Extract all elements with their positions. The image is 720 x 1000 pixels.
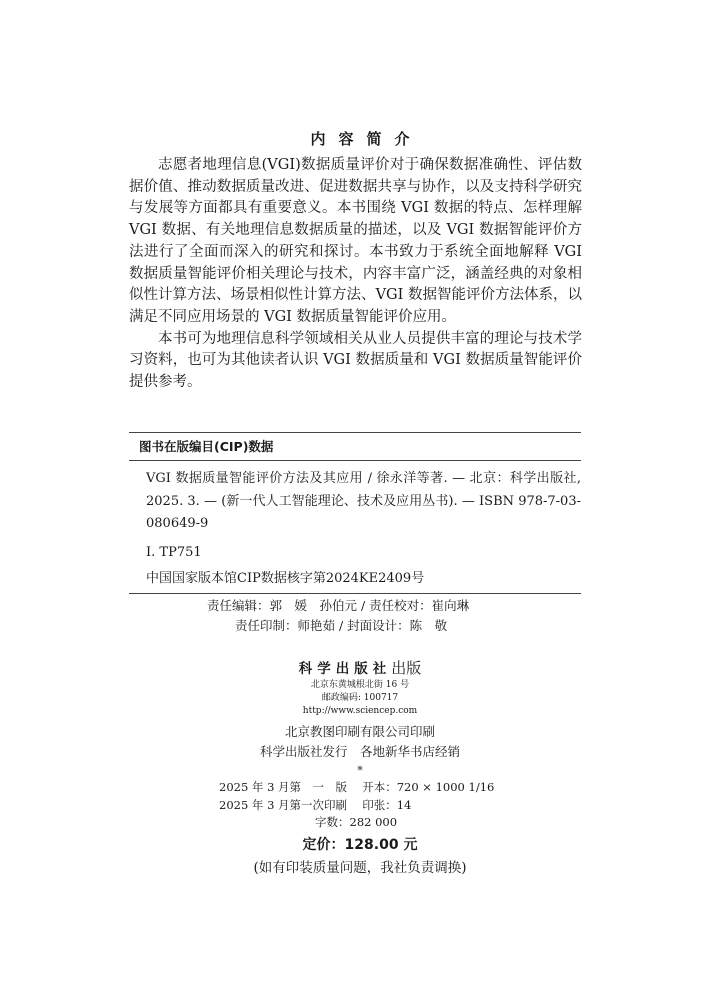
cip-heading: 图书在版编目(CIP)数据 (139, 439, 274, 454)
price: 定价：128.00 元 (302, 837, 418, 853)
cip-bibliographic: VGI 数据质量智能评价方法及其应用 / 徐永洋等著. — 北京：科学出版社, 2025. 3. — (新一代人工智能理论、技术及应用丛书). — ISBN 978-7-03-080649-9 (146, 471, 581, 531)
credits-editors: 责任编辑：郭 媛 孙伯元 / 责任校对：崔向琳 (207, 598, 470, 613)
publisher-contact (0, 679, 720, 718)
cip-divider (129, 460, 581, 461)
printer-name: 北京教图印刷有限公司印刷 (284, 724, 435, 739)
separator-star: * (357, 764, 363, 777)
publisher-suffix: 出版 (391, 659, 422, 677)
publisher-line (0, 657, 720, 678)
edition-line-2: 2025 年 3 月第一次印刷 印张：14 (219, 797, 412, 812)
summary-body (129, 155, 582, 394)
publisher-postcode: 邮政编码: 100717 (321, 693, 399, 703)
edition-line-3: 字数：282 000 (315, 815, 398, 829)
summary-paragraph-2: 本书可为地理信息科学领域相关从业人员提供丰富的理论与技术学习资料，也可为其他读者认识 VGI 数据质量和 VGI 数据质量智能评价提供参考。 (129, 330, 582, 391)
edition-info (219, 779, 494, 832)
publisher-logo-text: 科学出版社 (298, 661, 392, 677)
cip-classification: Ⅰ. TP751 (146, 544, 202, 560)
publisher-address: 北京东黄城根北街 16 号 (310, 680, 410, 690)
edition-line-1: 2025 年 3 月第 一 版 开本：720 × 1000 1/16 (219, 780, 495, 794)
publisher-url: http://www.sciencep.com (302, 706, 418, 716)
quality-notice: (如有印装质量问题，我社负责调换) (253, 860, 467, 876)
summary-title: 内容简介 (310, 130, 423, 148)
cip-block (129, 432, 581, 594)
summary-paragraph-1: 志愿者地理信息(VGI)数据质量评价对于确保数据准确性、评估数据价值、推动数据质量改进、促进数据共享与协作，以及支持科学研究与发展等方面都具有重要意义。本书围绕 VGI 数据的特点、怎样理解 VGI 数据、有关地理信息数据质量的描述，以及 VGI 数据智能评价方法进行了全面而深入的研究和探讨。本书致力于系统全面地解释 VGI 数据质量智能评价相关理论与技术，内容丰富广泛，涵盖经典的对象相似性计算方法、场景相似性计算方法、VGI 数据智能评价方法体系，以满足不同应用场景的 VGI 数据质量智能评价应用。 (129, 157, 582, 325)
cip-record-number: 中国国家版本馆CIP数据核字第2024KE2409号 (146, 571, 425, 586)
distribution-info: 科学出版社发行 各地新华书店经销 (259, 744, 460, 759)
credits-production: 责任印制：师艳茹 / 封面设计：陈 敬 (235, 618, 448, 633)
printing-info (0, 722, 720, 762)
